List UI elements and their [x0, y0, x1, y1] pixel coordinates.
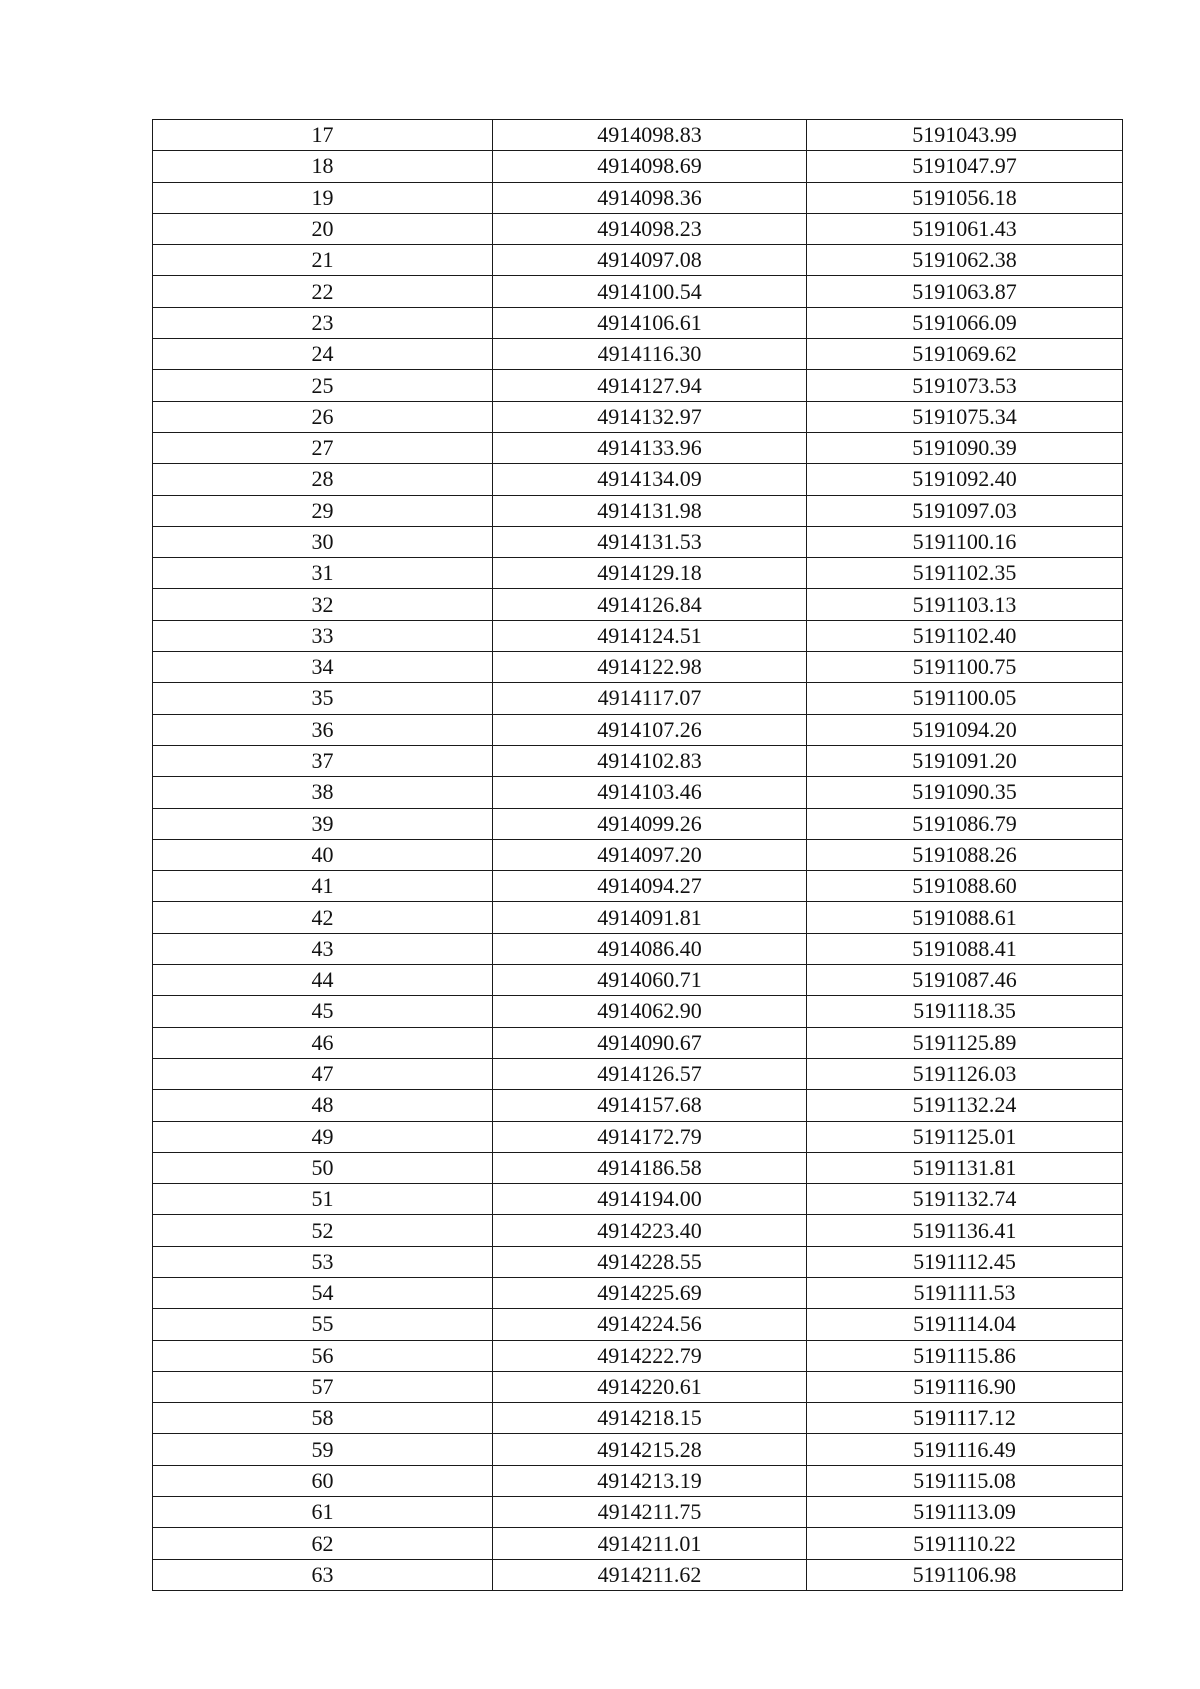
x-coordinate-cell: 4914091.81	[493, 902, 807, 933]
point-number-cell: 47	[153, 1058, 493, 1089]
point-number-cell: 33	[153, 620, 493, 651]
table-row	[153, 1121, 1123, 1152]
x-coordinate-cell: 4914106.61	[493, 307, 807, 338]
point-number-cell: 24	[153, 339, 493, 370]
y-coordinate-cell: 5191090.39	[807, 432, 1123, 463]
x-coordinate-cell: 4914086.40	[493, 933, 807, 964]
point-number-cell: 35	[153, 683, 493, 714]
table-row	[153, 965, 1123, 996]
x-coordinate-cell: 4914126.57	[493, 1058, 807, 1089]
table-row	[153, 495, 1123, 526]
x-coordinate-cell: 4914211.62	[493, 1559, 807, 1590]
table-row	[153, 996, 1123, 1027]
y-coordinate-cell: 5191117.12	[807, 1403, 1123, 1434]
point-number-cell: 37	[153, 745, 493, 776]
x-coordinate-cell: 4914126.84	[493, 589, 807, 620]
x-coordinate-cell: 4914211.01	[493, 1528, 807, 1559]
y-coordinate-cell: 5191125.01	[807, 1121, 1123, 1152]
point-number-cell: 45	[153, 996, 493, 1027]
x-coordinate-cell: 4914098.23	[493, 213, 807, 244]
table-row	[153, 683, 1123, 714]
table-row	[153, 213, 1123, 244]
point-number-cell: 20	[153, 213, 493, 244]
table-row	[153, 1215, 1123, 1246]
table-row	[153, 620, 1123, 651]
table-row	[153, 808, 1123, 839]
coordinates-sheet	[152, 119, 1122, 1591]
point-number-cell: 55	[153, 1309, 493, 1340]
x-coordinate-cell: 4914222.79	[493, 1340, 807, 1371]
table-row	[153, 1246, 1123, 1277]
x-coordinate-cell: 4914172.79	[493, 1121, 807, 1152]
point-number-cell: 60	[153, 1465, 493, 1496]
coordinates-table	[152, 119, 1123, 1591]
x-coordinate-cell: 4914102.83	[493, 745, 807, 776]
y-coordinate-cell: 5191113.09	[807, 1497, 1123, 1528]
point-number-cell: 52	[153, 1215, 493, 1246]
table-row	[153, 1403, 1123, 1434]
x-coordinate-cell: 4914090.67	[493, 1027, 807, 1058]
x-coordinate-cell: 4914060.71	[493, 965, 807, 996]
x-coordinate-cell: 4914133.96	[493, 432, 807, 463]
table-row	[153, 1277, 1123, 1308]
y-coordinate-cell: 5191043.99	[807, 120, 1123, 151]
y-coordinate-cell: 5191132.24	[807, 1090, 1123, 1121]
x-coordinate-cell: 4914211.75	[493, 1497, 807, 1528]
y-coordinate-cell: 5191087.46	[807, 965, 1123, 996]
point-number-cell: 31	[153, 558, 493, 589]
point-number-cell: 58	[153, 1403, 493, 1434]
y-coordinate-cell: 5191088.26	[807, 839, 1123, 870]
point-number-cell: 27	[153, 432, 493, 463]
y-coordinate-cell: 5191106.98	[807, 1559, 1123, 1590]
y-coordinate-cell: 5191102.40	[807, 620, 1123, 651]
y-coordinate-cell: 5191073.53	[807, 370, 1123, 401]
point-number-cell: 40	[153, 839, 493, 870]
x-coordinate-cell: 4914094.27	[493, 871, 807, 902]
point-number-cell: 18	[153, 151, 493, 182]
table-row	[153, 120, 1123, 151]
point-number-cell: 49	[153, 1121, 493, 1152]
table-row	[153, 1371, 1123, 1402]
y-coordinate-cell: 5191066.09	[807, 307, 1123, 338]
coordinates-table-body	[153, 120, 1123, 1591]
table-row	[153, 276, 1123, 307]
y-coordinate-cell: 5191131.81	[807, 1152, 1123, 1183]
y-coordinate-cell: 5191115.08	[807, 1465, 1123, 1496]
point-number-cell: 22	[153, 276, 493, 307]
y-coordinate-cell: 5191136.41	[807, 1215, 1123, 1246]
y-coordinate-cell: 5191132.74	[807, 1184, 1123, 1215]
table-row	[153, 777, 1123, 808]
point-number-cell: 25	[153, 370, 493, 401]
point-number-cell: 30	[153, 526, 493, 557]
x-coordinate-cell: 4914213.19	[493, 1465, 807, 1496]
point-number-cell: 36	[153, 714, 493, 745]
point-number-cell: 57	[153, 1371, 493, 1402]
y-coordinate-cell: 5191069.62	[807, 339, 1123, 370]
y-coordinate-cell: 5191088.41	[807, 933, 1123, 964]
x-coordinate-cell: 4914228.55	[493, 1246, 807, 1277]
y-coordinate-cell: 5191100.05	[807, 683, 1123, 714]
x-coordinate-cell: 4914129.18	[493, 558, 807, 589]
y-coordinate-cell: 5191088.61	[807, 902, 1123, 933]
y-coordinate-cell: 5191062.38	[807, 245, 1123, 276]
y-coordinate-cell: 5191061.43	[807, 213, 1123, 244]
x-coordinate-cell: 4914134.09	[493, 464, 807, 495]
point-number-cell: 26	[153, 401, 493, 432]
y-coordinate-cell: 5191075.34	[807, 401, 1123, 432]
x-coordinate-cell: 4914220.61	[493, 1371, 807, 1402]
x-coordinate-cell: 4914107.26	[493, 714, 807, 745]
table-row	[153, 401, 1123, 432]
table-row	[153, 1152, 1123, 1183]
y-coordinate-cell: 5191090.35	[807, 777, 1123, 808]
point-number-cell: 29	[153, 495, 493, 526]
table-row	[153, 1058, 1123, 1089]
table-row	[153, 1340, 1123, 1371]
y-coordinate-cell: 5191112.45	[807, 1246, 1123, 1277]
point-number-cell: 21	[153, 245, 493, 276]
point-number-cell: 32	[153, 589, 493, 620]
point-number-cell: 59	[153, 1434, 493, 1465]
y-coordinate-cell: 5191103.13	[807, 589, 1123, 620]
table-row	[153, 714, 1123, 745]
point-number-cell: 43	[153, 933, 493, 964]
table-row	[153, 432, 1123, 463]
point-number-cell: 56	[153, 1340, 493, 1371]
point-number-cell: 28	[153, 464, 493, 495]
point-number-cell: 50	[153, 1152, 493, 1183]
table-row	[153, 307, 1123, 338]
x-coordinate-cell: 4914062.90	[493, 996, 807, 1027]
x-coordinate-cell: 4914224.56	[493, 1309, 807, 1340]
table-row	[153, 1528, 1123, 1559]
x-coordinate-cell: 4914127.94	[493, 370, 807, 401]
y-coordinate-cell: 5191116.90	[807, 1371, 1123, 1402]
table-row	[153, 245, 1123, 276]
y-coordinate-cell: 5191092.40	[807, 464, 1123, 495]
x-coordinate-cell: 4914097.08	[493, 245, 807, 276]
y-coordinate-cell: 5191047.97	[807, 151, 1123, 182]
table-row	[153, 1027, 1123, 1058]
y-coordinate-cell: 5191116.49	[807, 1434, 1123, 1465]
table-row	[153, 933, 1123, 964]
table-row	[153, 151, 1123, 182]
table-row	[153, 745, 1123, 776]
x-coordinate-cell: 4914098.83	[493, 120, 807, 151]
point-number-cell: 38	[153, 777, 493, 808]
x-coordinate-cell: 4914097.20	[493, 839, 807, 870]
y-coordinate-cell: 5191088.60	[807, 871, 1123, 902]
x-coordinate-cell: 4914116.30	[493, 339, 807, 370]
x-coordinate-cell: 4914098.69	[493, 151, 807, 182]
point-number-cell: 63	[153, 1559, 493, 1590]
x-coordinate-cell: 4914124.51	[493, 620, 807, 651]
y-coordinate-cell: 5191097.03	[807, 495, 1123, 526]
table-row	[153, 182, 1123, 213]
table-row	[153, 1497, 1123, 1528]
y-coordinate-cell: 5191125.89	[807, 1027, 1123, 1058]
y-coordinate-cell: 5191100.75	[807, 652, 1123, 683]
x-coordinate-cell: 4914194.00	[493, 1184, 807, 1215]
x-coordinate-cell: 4914122.98	[493, 652, 807, 683]
point-number-cell: 46	[153, 1027, 493, 1058]
y-coordinate-cell: 5191063.87	[807, 276, 1123, 307]
y-coordinate-cell: 5191056.18	[807, 182, 1123, 213]
point-number-cell: 44	[153, 965, 493, 996]
table-row	[153, 871, 1123, 902]
point-number-cell: 17	[153, 120, 493, 151]
point-number-cell: 62	[153, 1528, 493, 1559]
point-number-cell: 54	[153, 1277, 493, 1308]
y-coordinate-cell: 5191110.22	[807, 1528, 1123, 1559]
point-number-cell: 42	[153, 902, 493, 933]
table-row	[153, 1309, 1123, 1340]
table-row	[153, 839, 1123, 870]
x-coordinate-cell: 4914131.98	[493, 495, 807, 526]
y-coordinate-cell: 5191100.16	[807, 526, 1123, 557]
table-row	[153, 558, 1123, 589]
table-row	[153, 1559, 1123, 1590]
y-coordinate-cell: 5191114.04	[807, 1309, 1123, 1340]
point-number-cell: 53	[153, 1246, 493, 1277]
x-coordinate-cell: 4914132.97	[493, 401, 807, 432]
point-number-cell: 23	[153, 307, 493, 338]
table-row	[153, 526, 1123, 557]
point-number-cell: 19	[153, 182, 493, 213]
point-number-cell: 51	[153, 1184, 493, 1215]
y-coordinate-cell: 5191102.35	[807, 558, 1123, 589]
table-row	[153, 1434, 1123, 1465]
x-coordinate-cell: 4914131.53	[493, 526, 807, 557]
x-coordinate-cell: 4914117.07	[493, 683, 807, 714]
x-coordinate-cell: 4914225.69	[493, 1277, 807, 1308]
x-coordinate-cell: 4914186.58	[493, 1152, 807, 1183]
table-row	[153, 652, 1123, 683]
y-coordinate-cell: 5191111.53	[807, 1277, 1123, 1308]
table-row	[153, 464, 1123, 495]
point-number-cell: 39	[153, 808, 493, 839]
x-coordinate-cell: 4914157.68	[493, 1090, 807, 1121]
table-row	[153, 1465, 1123, 1496]
point-number-cell: 61	[153, 1497, 493, 1528]
point-number-cell: 48	[153, 1090, 493, 1121]
point-number-cell: 41	[153, 871, 493, 902]
x-coordinate-cell: 4914223.40	[493, 1215, 807, 1246]
y-coordinate-cell: 5191126.03	[807, 1058, 1123, 1089]
table-row	[153, 1184, 1123, 1215]
table-row	[153, 339, 1123, 370]
y-coordinate-cell: 5191115.86	[807, 1340, 1123, 1371]
point-number-cell: 34	[153, 652, 493, 683]
x-coordinate-cell: 4914098.36	[493, 182, 807, 213]
y-coordinate-cell: 5191094.20	[807, 714, 1123, 745]
x-coordinate-cell: 4914215.28	[493, 1434, 807, 1465]
y-coordinate-cell: 5191091.20	[807, 745, 1123, 776]
x-coordinate-cell: 4914100.54	[493, 276, 807, 307]
x-coordinate-cell: 4914103.46	[493, 777, 807, 808]
table-row	[153, 1090, 1123, 1121]
table-row	[153, 589, 1123, 620]
table-row	[153, 370, 1123, 401]
y-coordinate-cell: 5191086.79	[807, 808, 1123, 839]
x-coordinate-cell: 4914099.26	[493, 808, 807, 839]
y-coordinate-cell: 5191118.35	[807, 996, 1123, 1027]
table-row	[153, 902, 1123, 933]
x-coordinate-cell: 4914218.15	[493, 1403, 807, 1434]
